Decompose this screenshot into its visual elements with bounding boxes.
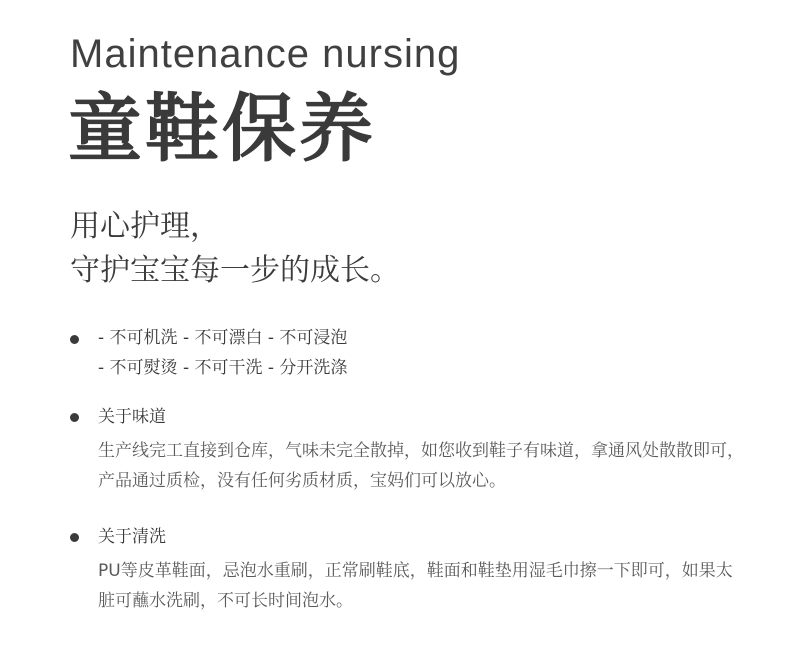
bullet-icon	[70, 413, 79, 422]
care-rules-list	[98, 323, 748, 383]
chinese-title: 童鞋保养	[68, 86, 376, 172]
cleaning-content	[98, 524, 748, 616]
cleaning-body: PU等皮革鞋面，忌泡水重刷，正常刷鞋底，鞋面和鞋垫用湿毛巾擦一下即可，如果太脏可蘸水洗刷，不可长时间泡水。	[98, 561, 733, 611]
care-rules-section	[70, 323, 750, 387]
cleaning-section	[70, 524, 750, 620]
care-rules-line-1: - 不可机洗 - 不可漂白 - 不可浸泡	[98, 328, 348, 348]
smell-section	[70, 404, 750, 500]
subtitle-line-2: 守护宝宝每一步的成长。	[70, 253, 400, 288]
english-title: Maintenance nursing	[70, 32, 461, 76]
cleaning-heading: 关于清洗	[98, 527, 166, 547]
bullet-icon	[70, 533, 79, 542]
smell-content	[98, 404, 748, 496]
subtitle-line-1: 用心护理，	[70, 209, 220, 244]
subtitle	[70, 205, 400, 293]
smell-body: 生产线完工直接到仓库，气味未完全散掉，如您收到鞋子有味道，拿通风处散散即可，产品通过质检，没有任何劣质材质，宝妈们可以放心。	[98, 441, 744, 491]
bullet-icon	[70, 335, 79, 344]
care-rules-line-2: - 不可熨烫 - 不可干洗 - 分开洗涤	[98, 358, 348, 378]
smell-heading: 关于味道	[98, 407, 166, 427]
